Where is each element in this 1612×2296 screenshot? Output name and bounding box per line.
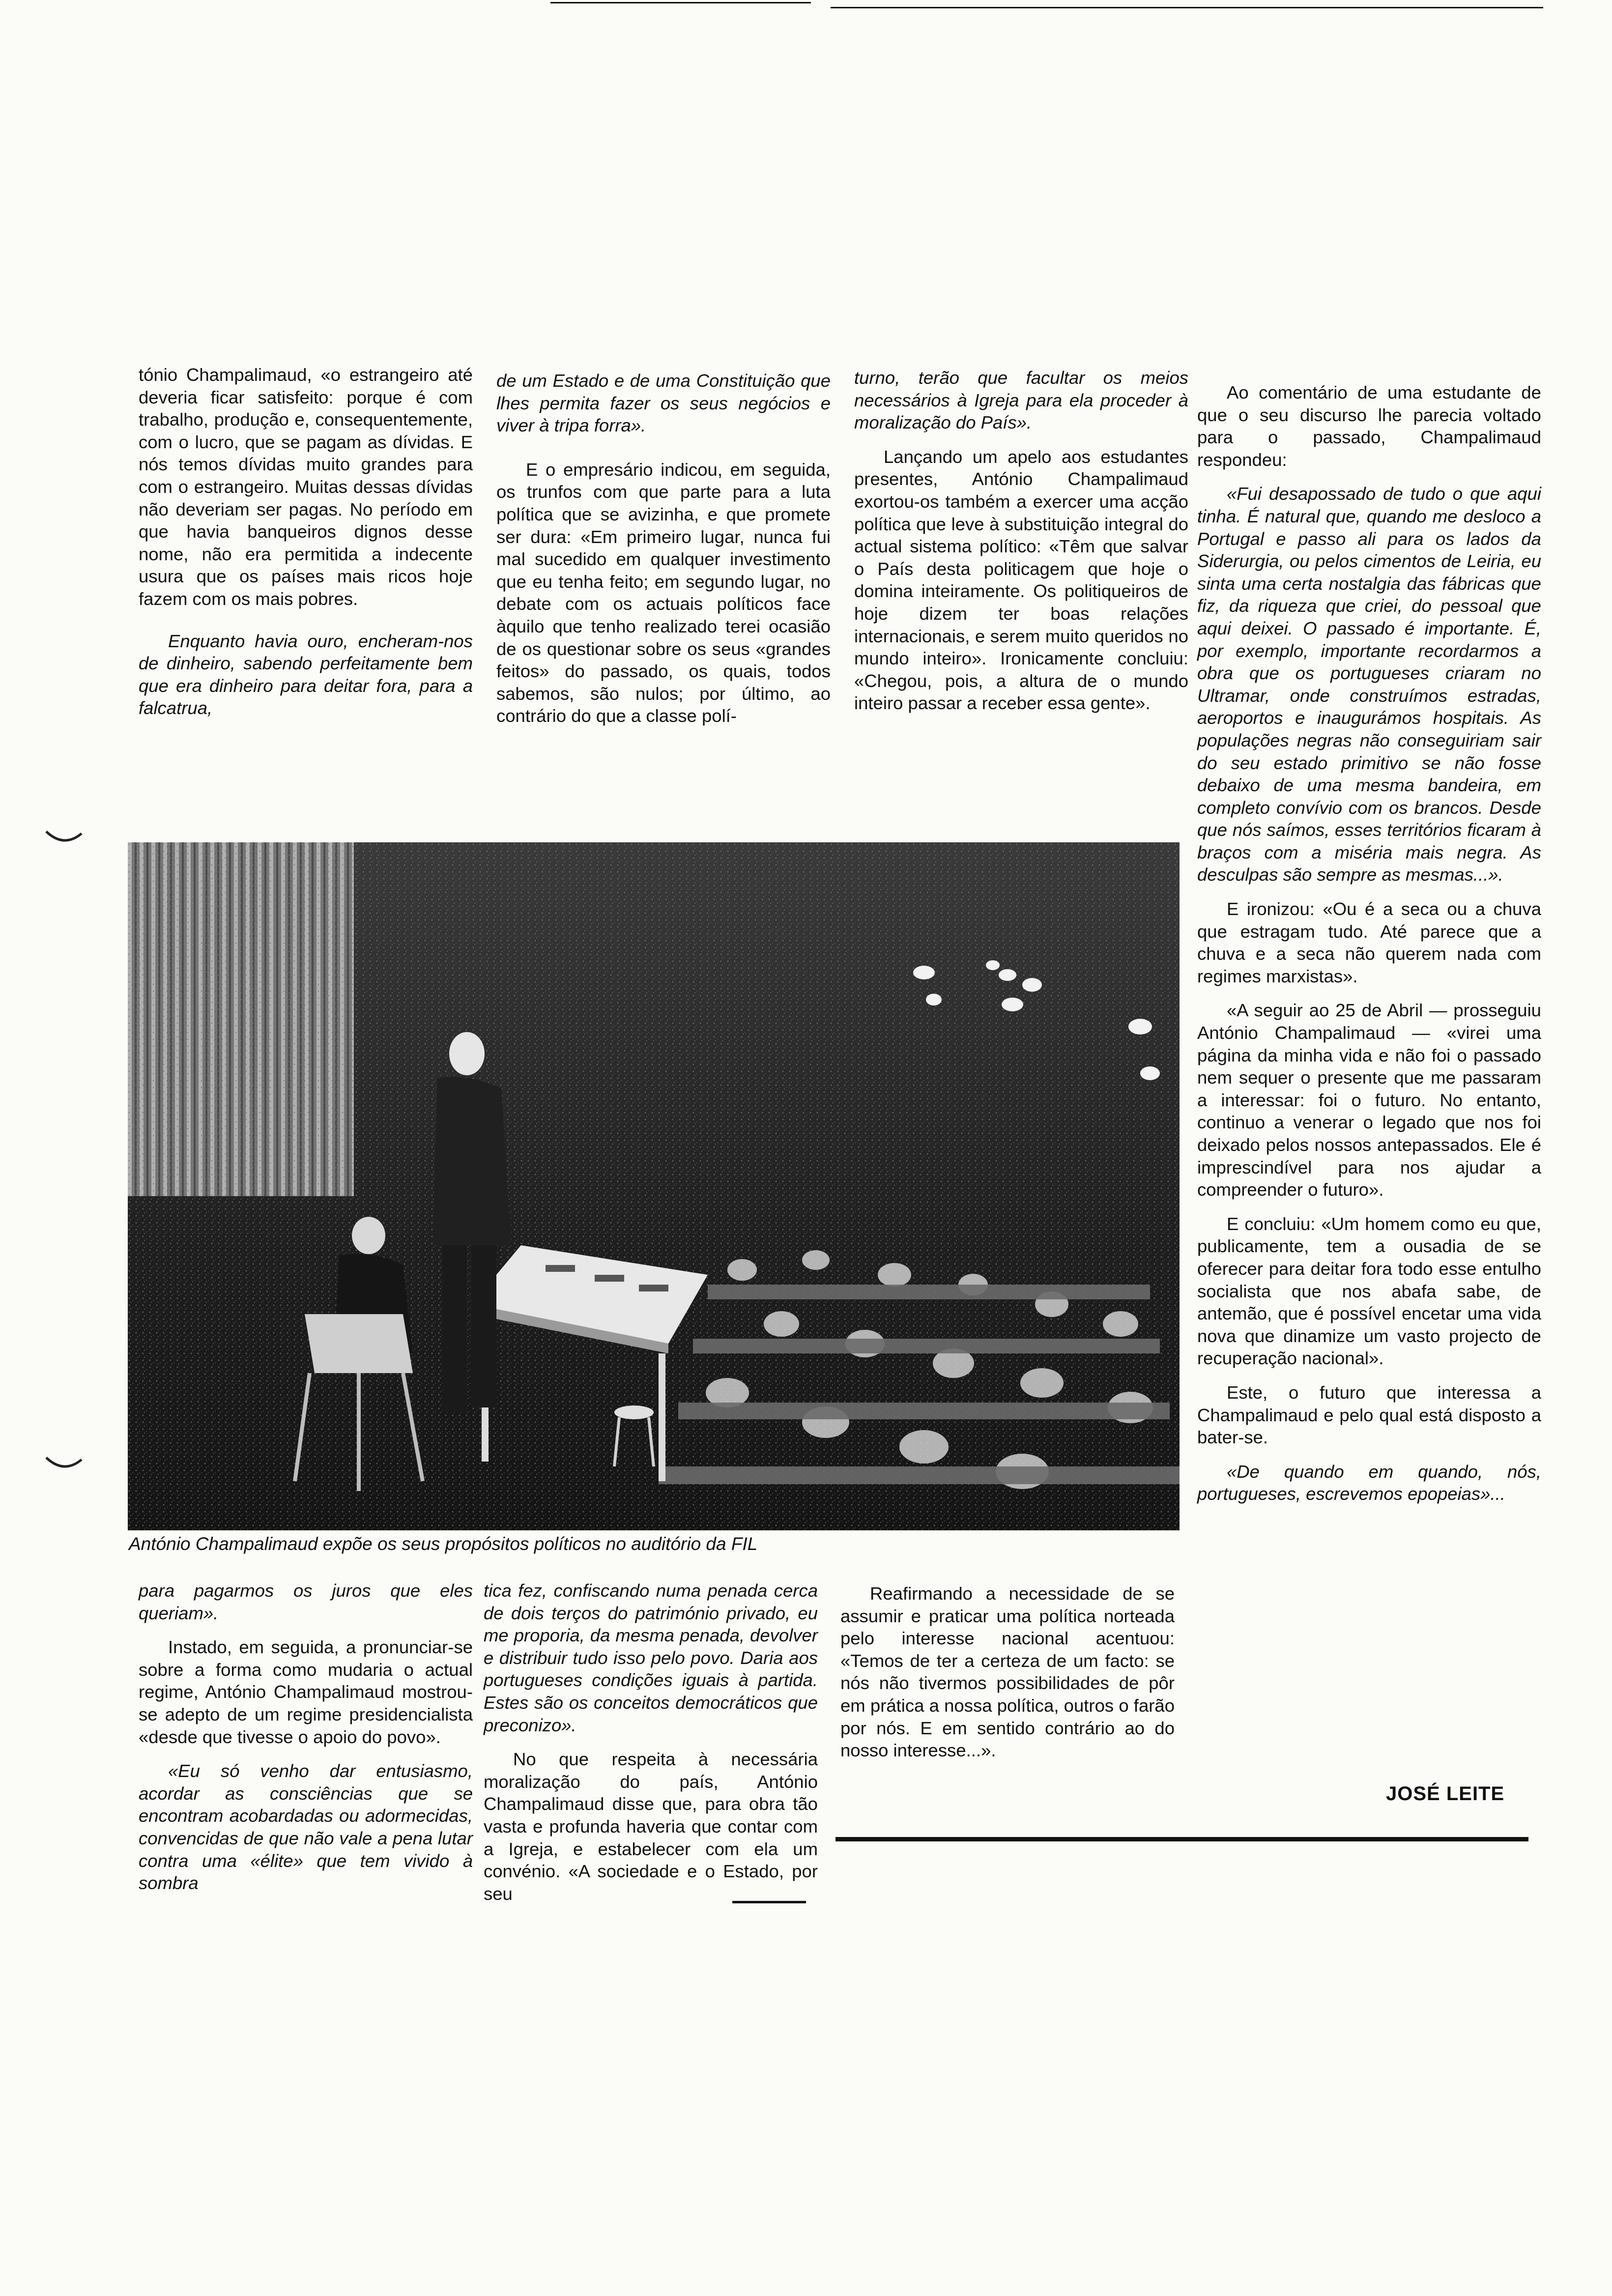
article-column-2 (496, 370, 831, 739)
paragraph: «Fui desapossado de tudo o que aqui tinha. É natural que, quando me desloco a Portugal e passo ali para os lados da Siderurgia, ou pelos cimentos de Leiria, eu sinta uma certa nostalgia das fábricas que fiz, da riqueza que criei, do pessoal que aqui deixei. O passado é importante. É, por exemplo, importante recordarmos a obra que os portugueses criaram no Ultramar, onde construímos estradas, aeroportos e inaugurámos hospitais. As populações negras não conseguiriam sair do seu estado primitivo se não fosse debaixo de uma mesma bandeira, em completo convívio com os brancos. Desde que nós saímos, esses territórios ficaram à braços com a miséria mais negra. As desculpas são sempre as mesmas...». (1197, 484, 1541, 885)
paragraph: E ironizou: «Ou é a seca ou a chuva que estragam tudo. Até parece que a chuva e a seca não querem nada com regimes marxistas». (1197, 899, 1541, 986)
article-column-6 (484, 1579, 818, 1917)
margin-mark-2 (44, 1455, 84, 1474)
paragraph: Lançando um apelo aos estudantes presentes, António Champalimaud exortou-os também a exercer uma acção política que leve à substituição integral do actual sistema político: «Têm que salvar o País desta politicagem que hoje o domina inteiramente. Os politiqueiros de hoje dizem ter boas relações internacionais, e serem muito queridos no mundo inteiro». Ironicamente concluiu: «Chegou, pois, a altura de o mundo inteiro passar a receber essa gente». (854, 446, 1188, 714)
photo-caption: António Champalimaud expõe os seus propósitos políticos no auditório da FIL (129, 1534, 758, 1554)
paragraph: «Eu só venho dar entusiasmo, acordar as consciências que se encontram acobardadas ou adormecidas, convencidas de que não vale a pena lutar contra uma «élite» que tem vivido à sombra (139, 1761, 473, 1894)
paragraph: Este, o futuro que interessa a Champalimaud e pelo qual está disposto a bater-se. (1197, 1382, 1541, 1448)
article-column-4 (1197, 381, 1541, 1517)
auditorium-photo (128, 842, 1180, 1530)
paragraph: de um Estado e de uma Constituição que lhes permita fazer os seus negócios e viver à tripa forra». (496, 371, 831, 436)
article-column-5 (139, 1579, 473, 1906)
article-column-3 (854, 367, 1188, 726)
paragraph: Ao comentário de uma estudante de que o seu discurso lhe parecia voltado para o passado, Champalimaud respondeu: (1197, 382, 1541, 470)
paragraph: tica fez, confiscando numa penada cerca de dois terços do património privado, eu me proporia, da mesma penada, devolver e distribuir tudo isso pelo povo. Daria aos portugueses condições iguais à partida. Estes são os conceitos democráticos que preconizo». (484, 1580, 818, 1735)
paragraph: Enquanto havia ouro, encheram-nos de dinheiro, sabendo perfeitamente bem que era dinheiro para deitar fora, para a falcatrua, (139, 631, 473, 718)
paragraph: Reafirmando a necessidade de se assumir e praticar uma política norteada pelo interesse nacional acentuou: «Temos de ter a certeza de um facto: se nós não tivermos possibilidades de pôr em prática a nossa política, outros o farão por nós. E em sentido contrário ao do nosso interesse...». (840, 1583, 1175, 1761)
bottom-rule (835, 1837, 1528, 1841)
top-rule-left (550, 2, 811, 3)
paragraph: para pagarmos os juros que eles queriam». (139, 1580, 473, 1623)
article-column-7 (840, 1582, 1175, 1774)
paragraph: No que respeita à necessária moralização do país, António Champalimaud disse que, para obra tão vasta e profunda haveria que contar com a Igreja, e estabelecer com ela um convénio. «A sociedade e o Estado, por seu (484, 1749, 818, 1904)
margin-mark-1 (44, 829, 84, 848)
paragraph: «A seguir ao 25 de Abril — prosseguiu António Champalimaud — «virei uma página da minha vida e não foi o passado nem sequer o presente que me passaram a interessar: foi o futuro. No entanto, continuo a venerar o legado que nos foi deixado pelos nossos antepassados. Ele é imprescindível para nos ajudar a compreender o futuro». (1197, 1000, 1541, 1200)
paragraph: «De quando em quando, nós, portugueses, escrevemos epopeias»... (1197, 1461, 1541, 1504)
paragraph: turno, terão que facultar os meios necessários à Igreja para ela proceder à moralização do País». (854, 368, 1188, 433)
paragraph: Instado, em seguida, a pronunciar-se sobre a forma como mudaria o actual regime, António Champalimaud mostrou-se adepto de um regime presidencialista «desde que tivesse o apoio do povo». (139, 1637, 473, 1747)
paragraph: E o empresário indicou, em seguida, os trunfos com que parte para a luta política que se avizinha, e que promete ser dura: «Em primeiro lugar, nunca fui mal sucedido em qualquer investimento que eu tenha feito; em segundo lugar, no debate com os actuais políticos face àquilo que tenho realizado terei ocasião de os questionar sobre os seus «grandes feitos» do passado, os quais, todos sabemos, são nulos; por último, ao contrário do que a classe polí- (496, 459, 831, 726)
paragraph: tónio Champalimaud, «o estrangeiro até deveria ficar satisfeito: porque é com trabalho, produção e, consequentemente, com o lucro, que se pagam as dívidas. E nós temos dívidas muito grandes para com o estrangeiro. Muitas dessas dívidas não deveriam ser pagas. No período em que havia banqueiros dignos desse nome, não era permitida a indecente usura que os países mais ricos hoje fazem com os mais pobres. (139, 365, 473, 609)
article-column-1 (139, 364, 473, 731)
top-rule-right (831, 7, 1543, 8)
paragraph: E concluiu: «Um homem como eu que, publicamente, tem a ousadia de se oferecer para deitar fora todo esse entulho socialista que nos abafa sabe, de antemão, que é possível encetar uma vida nova que dinamize um vasto projecto de recuperação nacional». (1197, 1213, 1541, 1369)
auditorium-photo-illustration (128, 842, 1180, 1530)
author-signature: JOSÉ LEITE (1386, 1783, 1505, 1805)
